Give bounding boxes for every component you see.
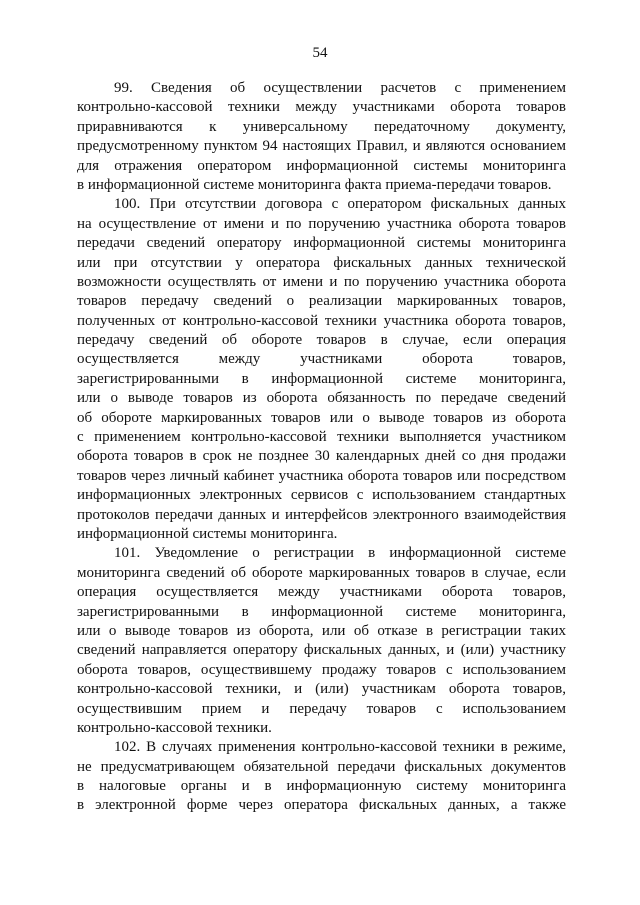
text-line: оборота товаров в срок не позднее 30 календарных дней со дня продажи <box>77 448 566 465</box>
text-line: сведений направляется оператору фискальных данных, и (или) участнику <box>77 642 566 659</box>
text-line: с применением контрольно-кассовой техники выполняется участником <box>77 429 566 446</box>
text-line: товаров передачу сведений о реализации маркированных товаров, <box>77 293 566 310</box>
text-line: операция осуществляется между участниками оборота товаров, <box>77 584 566 601</box>
text-line: передачи сведений оператору информационной системы мониторинга <box>77 235 566 252</box>
paragraph <box>77 195 566 544</box>
text-line: информационных электронных сервисов с использованием стандартных <box>77 487 566 504</box>
page-number: 54 <box>312 45 328 61</box>
text-line: приравниваются к универсальному передаточному документу, <box>77 118 566 135</box>
text-line: 99. Сведения об осуществлении расчетов с применением <box>114 80 566 96</box>
text-line: в информационной системе мониторинга факта приема-передачи товаров. <box>77 176 552 193</box>
text-line: контрольно-кассовой техники между участниками оборота товаров <box>77 99 566 116</box>
text-line: оборота товаров, осуществившему продажу товаров с использованием <box>77 661 566 678</box>
text-line: 101. Уведомление о регистрации в информационной системе <box>114 545 566 562</box>
text-line: не предусматривающем обязательной передачи фискальных документов <box>77 758 566 775</box>
text-line: товаров через личный кабинет участника оборота товаров или посредством <box>77 467 566 484</box>
text-line: мониторинга сведений об обороте маркированных товаров в случае, если <box>77 564 566 581</box>
text-line: об обороте маркированных товаров или о выводе товаров из оборота <box>77 409 566 426</box>
text-line: зарегистрированными в информационной системе мониторинга, <box>77 370 566 387</box>
text-line: или о выводе товаров из оборота, или об отказе в регистрации таких <box>77 622 566 639</box>
text-line: в налоговые органы и в информационную систему мониторинга <box>77 778 566 795</box>
text-line: осуществляется между участниками оборота товаров, <box>77 351 566 368</box>
text-line: или о выводе товаров из оборота обязанность по передаче сведений <box>77 390 566 407</box>
text-line: контрольно-кассовой техники, и (или) участникам оборота товаров, <box>77 681 566 698</box>
paragraph <box>77 79 566 195</box>
text-line: 100. При отсутствии договора с оператором фискальных данных <box>114 196 566 213</box>
text-line: контрольно-кассовой техники. <box>77 719 272 736</box>
text-line: для отражения оператором информационной системы мониторинга <box>77 157 566 174</box>
text-line: протоколов передачи данных и интерфейсов электронного взаимодействия <box>77 506 566 523</box>
text-line: 102. В случаях применения контрольно-кассовой техники в режиме, <box>114 739 566 756</box>
document-body <box>77 79 566 816</box>
text-line: передачу сведений об обороте товаров в случае, если операция <box>77 332 566 349</box>
text-line: в электронной форме через оператора фискальных данных, а также <box>77 797 566 814</box>
text-line: или при отсутствии у оператора фискальных данных технической <box>77 254 566 271</box>
text-line: полученных от контрольно-кассовой техники участника оборота товаров, <box>77 312 566 329</box>
text-line: осуществившим прием и передачу товаров с использованием <box>77 700 566 717</box>
paragraph <box>77 738 566 816</box>
text-line: зарегистрированными в информационной системе мониторинга, <box>77 603 566 620</box>
text-line: возможности осуществлять от имени и по поручению участника оборота <box>77 273 566 290</box>
text-line: предусмотренному пунктом 94 настоящих Правил, и являются основанием <box>77 138 566 155</box>
paragraph <box>77 544 566 738</box>
text-line: на осуществление от имени и по поручению участника оборота товаров <box>77 215 566 232</box>
text-line: информационной системы мониторинга. <box>77 525 338 542</box>
